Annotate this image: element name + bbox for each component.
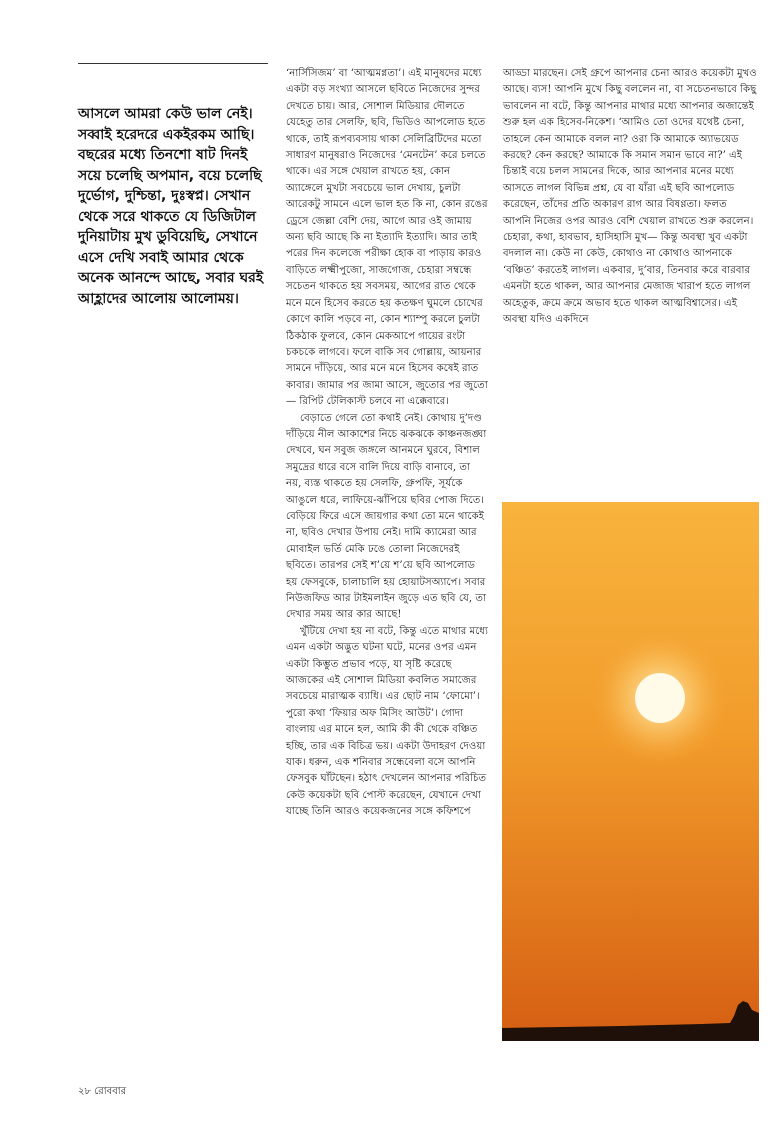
article-column-middle [286,66,488,821]
pull-quote: আসলে আমরা কেউ ভাল নেই। সব্বাই হরেদরে একইরকম আছি। বছরের মধ্যে তিনশো ষাট দিনই সয়ে চলেছি অপমান, বয়ে চলেছি দুর্ভোগ, দুশ্চিন্তা, দুঃস্বপ্ন। সেখান থেকে সরে থাকতে যে ডিজিটাল দুনিয়াটায় মুখ ডুবিয়েছি, সেখানে এসে দেখি সবাই আমার থেকে অনেক আনন্দে আছে, সবার ঘরই আহ্লাদের আলোয় আলোময়। [78,106,264,307]
paragraph: আড্ডা মারছেন। সেই গ্রুপে আপনার চেনা আরও কয়েকটা মুখও আছে। ব্যস! আপনি মুখে কিছু বললেন না, বা সচেতনভাবে কিছু ভাবলেন না বটে, কিন্তু আপনার মাথার মধ্যে আপনার অজান্তেই শুরু হল এক হিসেব-নিকেশ। ‘আমিও তো ওদের যথেষ্ট চেনা, তাহলে কেন আমাকে বলল না? ওরা কি আমাকে অ্যাভয়েড করছে? কেন করছে? আমাকে কি সমান সমান ভাবে না?’ এই চিন্তাই বয়ে চলল সামনের দিকে, আর আপনার মনের মধ্যে আসতে লাগল বিভিন্ন প্রশ্ন, যে বা যাঁরা এই ছবি আপলোড করেছেন, তাঁদের প্রতি অকারণ রাগ আর বিষণ্ণতা। ফলত আপনি নিজের ওপর আরও বেশি খেয়াল রাখতে শুরু করলেন। চেহারা, কথা, হাবভাব, হাসিহাসি মুখ— কিন্তু অবস্থা খুব একটা বদলাল না। কেউ না কেউ, কোথাও না কোথাও আপনাকে ‘বঞ্চিত’ করতেই লাগল। একবার, দু’বার, তিনবার করে বারবার এমনটা হতে থাকল, আর আপনার মেজাজ খারাপ হতে লাগল অহেতুক, ক্রমে ক্রমে অভাব হতে থাকল আত্মবিশ্বাসের। এই অবস্থা যদিও একদিনে [503,68,757,326]
sunset-photo [502,502,759,1041]
sky [502,502,759,1041]
paragraph: খুঁটিয়ে দেখা হয় না বটে, কিন্তু এতে মাথার মধ্যে এমন একটা অদ্ভুত ঘটনা ঘটে, মনের ওপর এমন একটা কিম্ভুত প্রভাব পড়ে, যা সৃষ্টি করেছে আজকের এই সোশাল মিডিয়া কবলিত সমাজের সবচেয়ে মারাত্মক ব্যাধি। এর ছোট নাম ‘ফোমো’। পুরো কথা ‘ফিয়ার অফ মিসিং আউট’। গোদা বাংলায় এর মানে হল, আমি কী কী থেকে বঞ্চিত হচ্ছি, তার এক বিচিত্র ভয়। একটা উদাহরণ দেওয়া যাক। ধরুন, এক শনিবার সন্ধেবেলা বসে আপনি ফেসবুক ঘাঁটছেন। হঠাৎ দেখলেন আপনার পরিচিত কেউ কয়েকটা ছবি পোস্ট করেছেন, যেখানে দেখা যাচ্ছে তিনি আরও কয়েকজনের সঙ্গে কফিশপে [286,625,488,818]
paragraph: ‘নার্সিসিজম’ বা ‘আত্মমগ্নতা’। এই মানুষদের মধ্যে একটা বড় সংখ্যা আসলে ছবিতে নিজেদের সুন্দর দেখতে চায়। আর, সোশাল মিডিয়ার দৌলতে যেহেতু তার সেলফি, ছবি, ভিডিও আপলোড হতে থাকে, তাই রূপব্যবসায় থাকা সেলিব্রিটিদের মতো সাধারণ মানুষরাও নিজেদের ‘মেনটেন’ করে চলতে থাকে। এর সঙ্গে খেয়াল রাখতে হয়, কোন অ্যাঙ্গেলে মুখটা সবচেয়ে ভাল দেখায়, চুলটা আরেকটু সামনে এলে ভাল হত কি না, কোন রঙের ড্রেসে জেল্লা বেশি দেয়, আগে আর ওই জামায় অন্য ছবি আছে কি না ইত্যাদি ইত্যাদি। আর তাই পরের দিন কলেজে পরীক্ষা হোক বা পাড়ায় কারও বাড়িতে লক্ষ্মীপুজো, সাজগোজ, চেহারা সম্বন্ধে সচেতন থাকতে হয় সবসময়, আগের রাত থেকে মনে মনে হিসেব করতে হয় কতক্ষণ ঘুমলে চোখের কোণে কালি পড়বে না, কোন শ্যাম্পু করলে চুলটা ঠিকঠাক ফুলবে, কোন মেকআপে গায়ের রংটা চকচকে লাগবে। ফলে বাকি সব গোল্লায়, আয়নার সামনে দাঁড়িয়ে, আর মনে মনে হিসেব কষেই রাত কাবার। জামার পর জামা আসে, জুতোর পর জুতো— রিপিট টেলিকাস্ট চলবে না এক্কেবারে। [286,68,488,408]
article-column-right [503,66,757,329]
sun [635,673,685,723]
top-rule [78,63,268,64]
paragraph: বেড়াতে গেলে তো কথাই নেই। কোথায় দু’দণ্ড দাঁড়িয়ে নীল আকাশের নিচে ঝকঝকে কাঞ্চনজঙ্ঘা দেখবে, ঘন সবুজ জঙ্গলে আনমনে ঘুরবে, বিশাল সমুদ্রের ধারে বসে বালি দিয়ে বাড়ি বানাবে, তা নয়, ব্যস্ত থাকতে হয় সেলফি, গ্রুপফি, সূর্যকে আঙুলে ধরে, লাফিয়ে-ঝাঁপিয়ে ছবির পোজ দিতে। বেড়িয়ে ফিরে এসে জায়গার কথা তো মনে থাকেই না, ছবিও দেখার উপায় নেই। দামি ক্যামেরা আর মোবাইল ভর্তি মেকি ঢঙে তোলা নিজেদেরই ছবিতে। তারপর সেই শ’য়ে শ’য়ে ছবি আপলোড হয় ফেসবুকে, চালাচালি হয় হোয়াটসঅ্যাপে। সবার নিউজফিড আর টাইমলাইন জুড়ে এত ছবি যে, তা দেখার সময় আর কার আছে! [286,412,487,621]
page-folio: ২৮ রোববার [78,1086,127,1097]
